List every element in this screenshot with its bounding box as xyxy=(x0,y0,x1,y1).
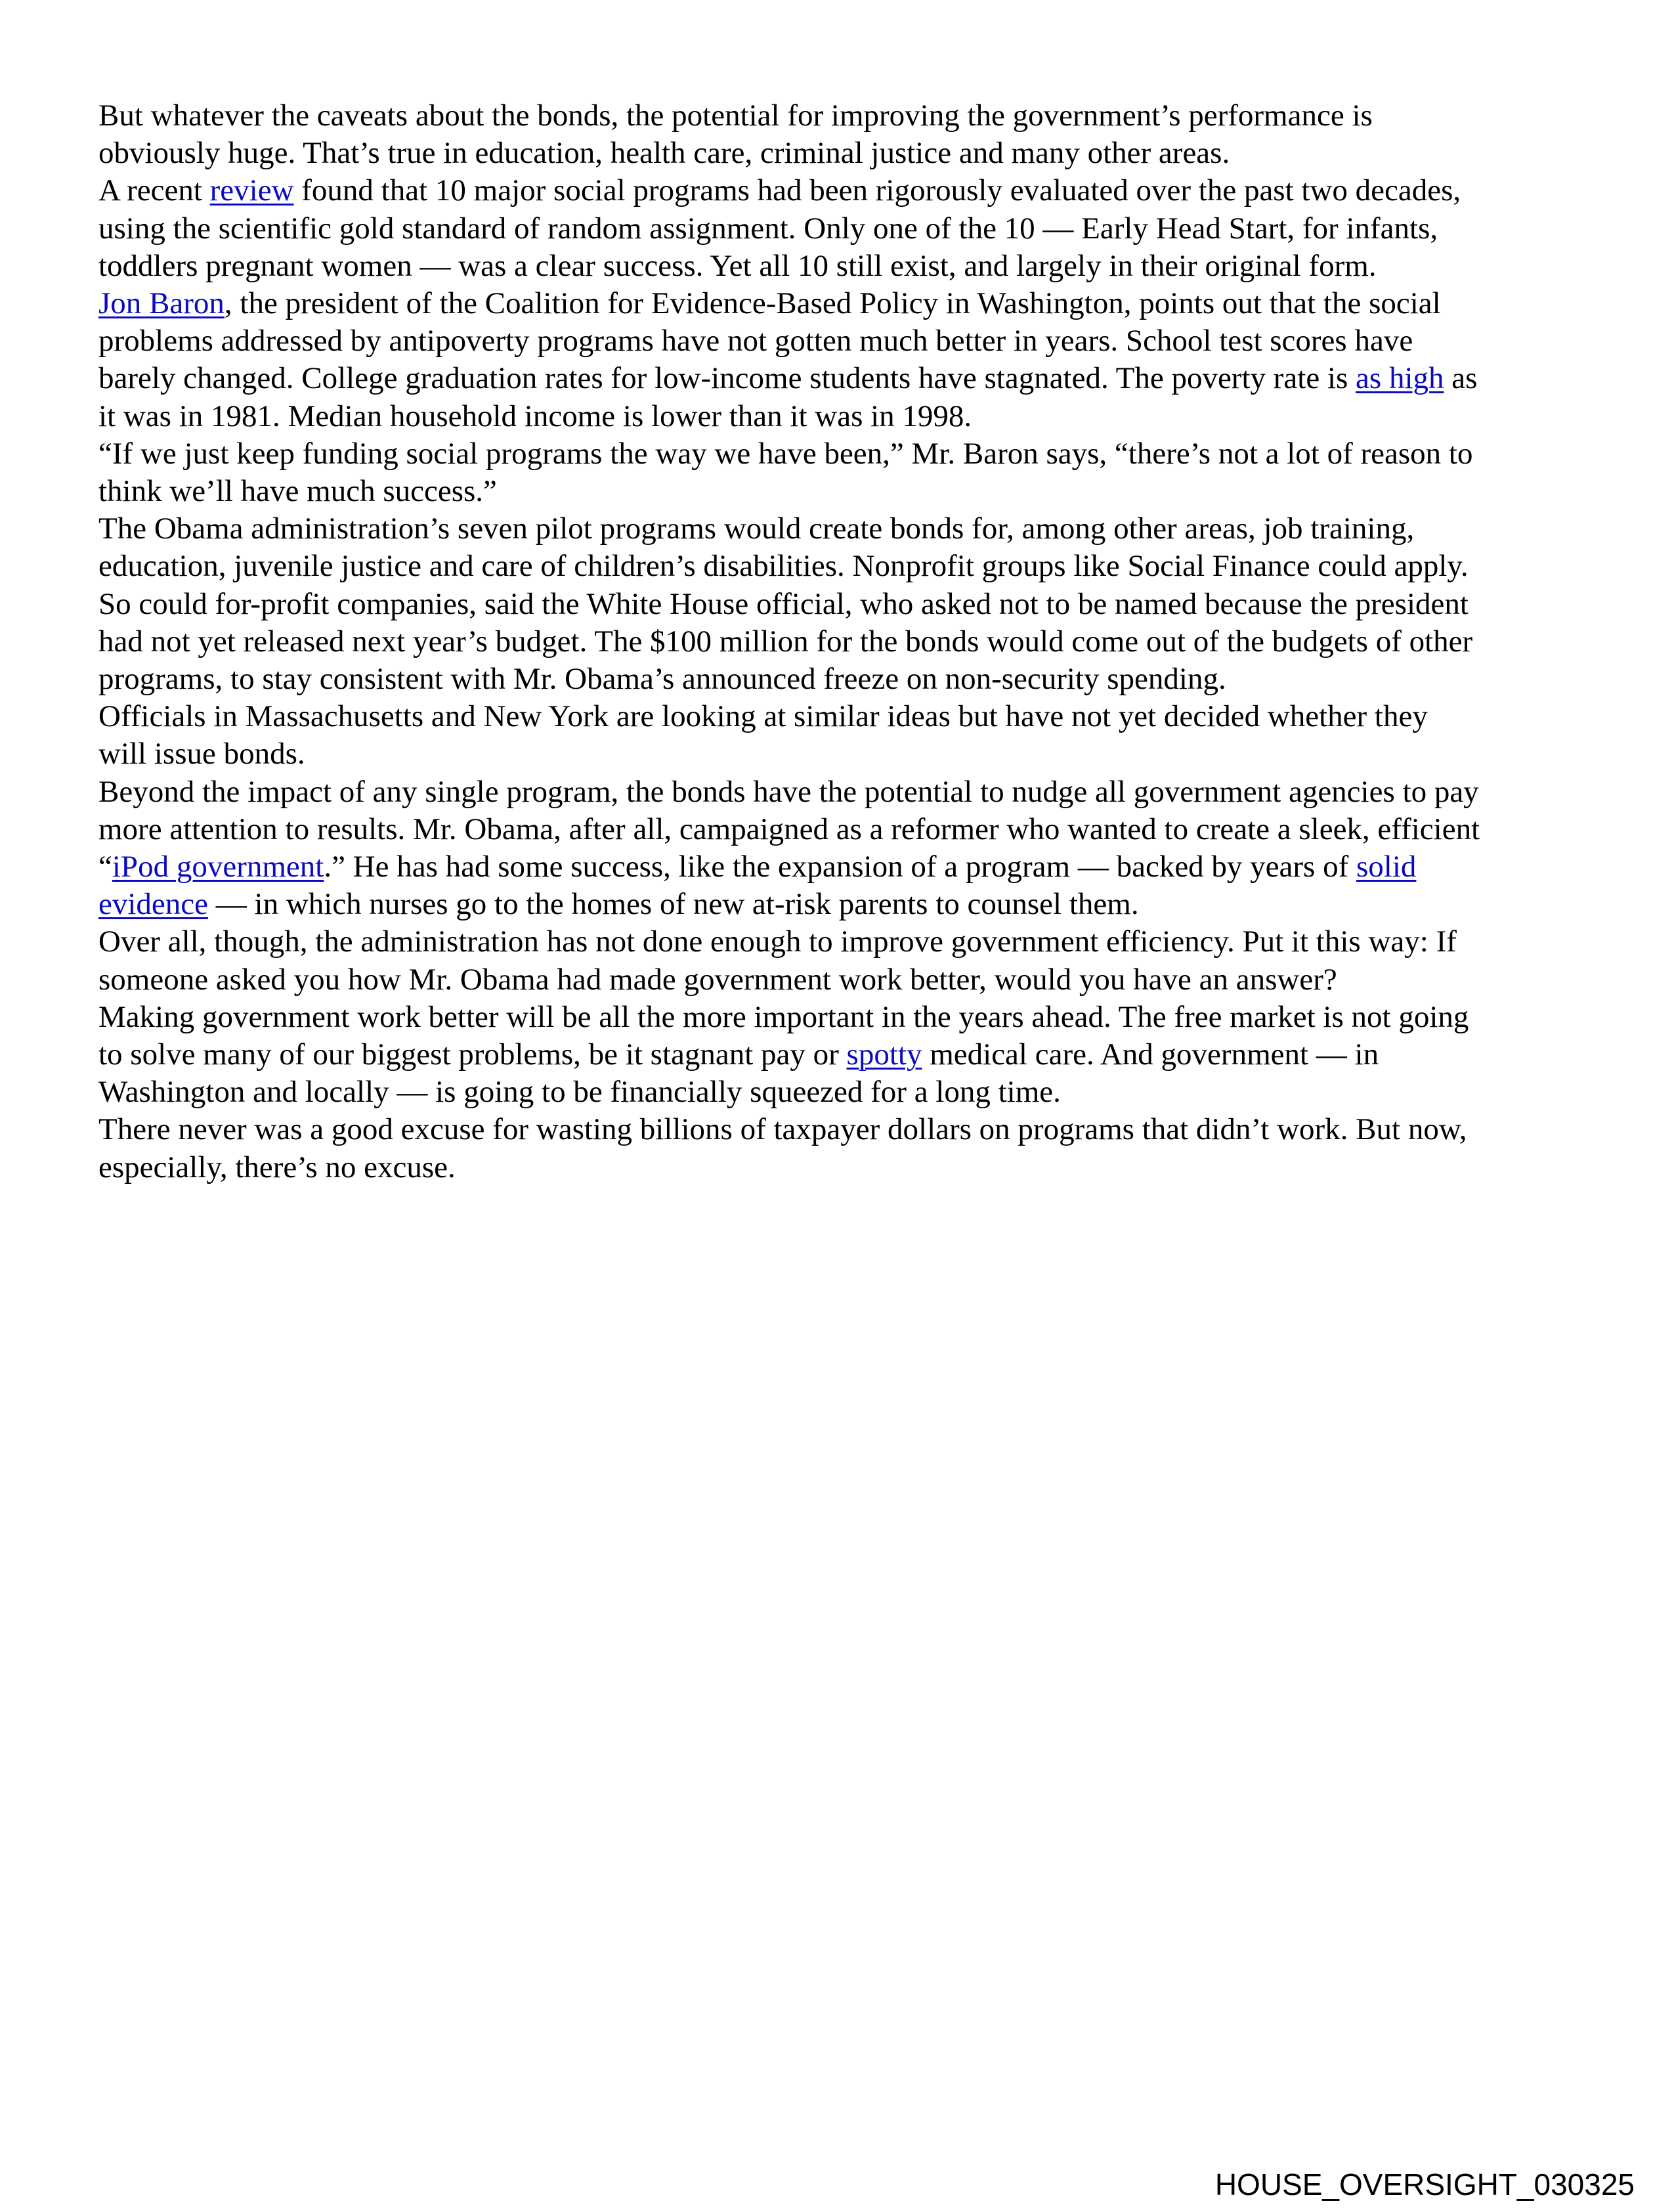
text-run: programs, to stay consistent with Mr. Obama’s announced freeze on non-security spending. xyxy=(98,662,1226,697)
text-line xyxy=(98,1149,1582,1186)
text-line xyxy=(98,398,1582,435)
text-run: — in which nurses go to the homes of new at-risk parents to counsel them. xyxy=(208,887,1139,922)
text-run: problems addressed by antipoverty programs have not gotten much better in years. School test scores have xyxy=(98,324,1413,358)
paragraph xyxy=(98,510,1582,698)
text-run: medical care. And government — in xyxy=(922,1037,1379,1072)
text-run: will issue bonds. xyxy=(98,737,305,771)
text-run: it was in 1981. Median household income is lower than it was in 1998. xyxy=(98,399,972,433)
hyperlink-solid[interactable]: solid xyxy=(1356,850,1417,884)
paragraph xyxy=(98,698,1582,773)
text-run: But whatever the caveats about the bonds, the potential for improving the government’s performance is xyxy=(98,98,1373,133)
hyperlink-evidence[interactable]: evidence xyxy=(98,887,209,922)
text-run: There never was a good excuse for wasting billions of taxpayer dollars on programs that didn’t work. But now, xyxy=(98,1112,1467,1147)
text-line xyxy=(98,473,1582,510)
hyperlink-as-high[interactable]: as high xyxy=(1356,361,1444,396)
text-line xyxy=(98,586,1582,623)
text-line xyxy=(98,773,1582,811)
text-line xyxy=(98,548,1582,585)
hyperlink-spotty[interactable]: spotty xyxy=(846,1037,922,1072)
text-line xyxy=(98,698,1582,735)
text-run: education, juvenile justice and care of children’s disabilities. Nonprofit groups like Social Finance could apply. xyxy=(98,549,1469,584)
text-run: especially, there’s no excuse. xyxy=(98,1150,456,1184)
text-line xyxy=(98,248,1582,285)
text-run: Beyond the impact of any single program, the bonds have the potential to nudge all government agencies to pay xyxy=(98,774,1479,809)
text-line xyxy=(98,811,1582,848)
text-line xyxy=(98,322,1582,360)
text-line xyxy=(98,1036,1582,1073)
text-run: , the president of the Coalition for Evidence-Based Policy in Washington, points out that the social xyxy=(224,286,1441,321)
hyperlink-jon-baron[interactable]: Jon Baron xyxy=(98,286,225,321)
text-line xyxy=(98,135,1582,172)
text-line xyxy=(98,923,1582,961)
text-line xyxy=(98,1111,1582,1148)
text-run: A recent xyxy=(98,173,210,208)
text-line xyxy=(98,360,1582,397)
text-run: toddlers pregnant women — was a clear success. Yet all 10 still exist, and largely in their original form. xyxy=(98,248,1377,283)
text-run: more attention to results. Mr. Obama, after all, campaigned as a reformer who wanted to create a sleek, efficient xyxy=(98,812,1480,846)
text-line xyxy=(98,435,1582,473)
text-run: obviously huge. That’s true in education, health care, criminal justice and many other areas. xyxy=(98,136,1230,171)
paragraph xyxy=(98,97,1582,172)
text-line xyxy=(98,661,1582,698)
paragraph xyxy=(98,999,1582,1112)
text-line xyxy=(98,510,1582,548)
text-run: “ xyxy=(98,850,112,884)
text-line xyxy=(98,961,1582,999)
text-run: The Obama administration’s seven pilot programs would create bonds for, among other areas, job training, xyxy=(98,511,1415,546)
paragraph xyxy=(98,1111,1582,1186)
hyperlink-ipod-government[interactable]: iPod government xyxy=(112,850,324,884)
text-line xyxy=(98,210,1582,248)
text-line xyxy=(98,97,1582,135)
text-line xyxy=(98,886,1582,923)
text-run: .” He has had some success, like the expansion of a program — backed by years of xyxy=(324,850,1356,884)
article-body xyxy=(98,97,1582,1186)
paragraph xyxy=(98,172,1582,285)
paragraph xyxy=(98,773,1582,924)
text-line xyxy=(98,172,1582,209)
text-line xyxy=(98,623,1582,661)
text-run: So could for-profit companies, said the White House official, who asked not to be named because the president xyxy=(98,586,1469,621)
text-run: someone asked you how Mr. Obama had made government work better, would you have an answer? xyxy=(98,962,1337,997)
paragraph xyxy=(98,923,1582,998)
text-run: found that 10 major social programs had been rigorously evaluated over the past two decades, xyxy=(293,173,1461,208)
text-line xyxy=(98,1073,1582,1111)
text-run: had not yet released next year’s budget. The $100 million for the bonds would come out of the budgets of other xyxy=(98,624,1473,659)
text-run: “If we just keep funding social programs the way we have been,” Mr. Baron says, “there’s not a lot of reason to xyxy=(98,436,1473,471)
paragraph xyxy=(98,435,1582,510)
text-run: Making government work better will be all the more important in the years ahead. The free market is not going xyxy=(98,999,1469,1034)
text-run: Officials in Massachusetts and New York are looking at similar ideas but have not yet decided whether they xyxy=(98,699,1428,734)
text-run: think we’ll have much success.” xyxy=(98,474,497,509)
text-run: using the scientific gold standard of random assignment. Only one of the 10 — Early Head Start, for infants, xyxy=(98,211,1438,246)
text-run: to solve many of our biggest problems, be it stagnant pay or xyxy=(98,1037,847,1072)
text-line xyxy=(98,285,1582,322)
text-run: Over all, though, the administration has not done enough to improve government efficiency. Put it this way: If xyxy=(98,924,1457,959)
text-run: Washington and locally — is going to be financially squeezed for a long time. xyxy=(98,1075,1061,1110)
text-line xyxy=(98,848,1582,886)
bates-stamp: HOUSE_OVERSIGHT_030325 xyxy=(1214,2167,1635,2201)
text-run: barely changed. College graduation rates for low-income students have stagnated. The poverty rate is xyxy=(98,361,1356,396)
hyperlink-review[interactable]: review xyxy=(209,173,294,208)
paragraph xyxy=(98,285,1582,435)
text-run: as xyxy=(1444,361,1478,396)
text-line xyxy=(98,999,1582,1036)
text-line xyxy=(98,735,1582,773)
